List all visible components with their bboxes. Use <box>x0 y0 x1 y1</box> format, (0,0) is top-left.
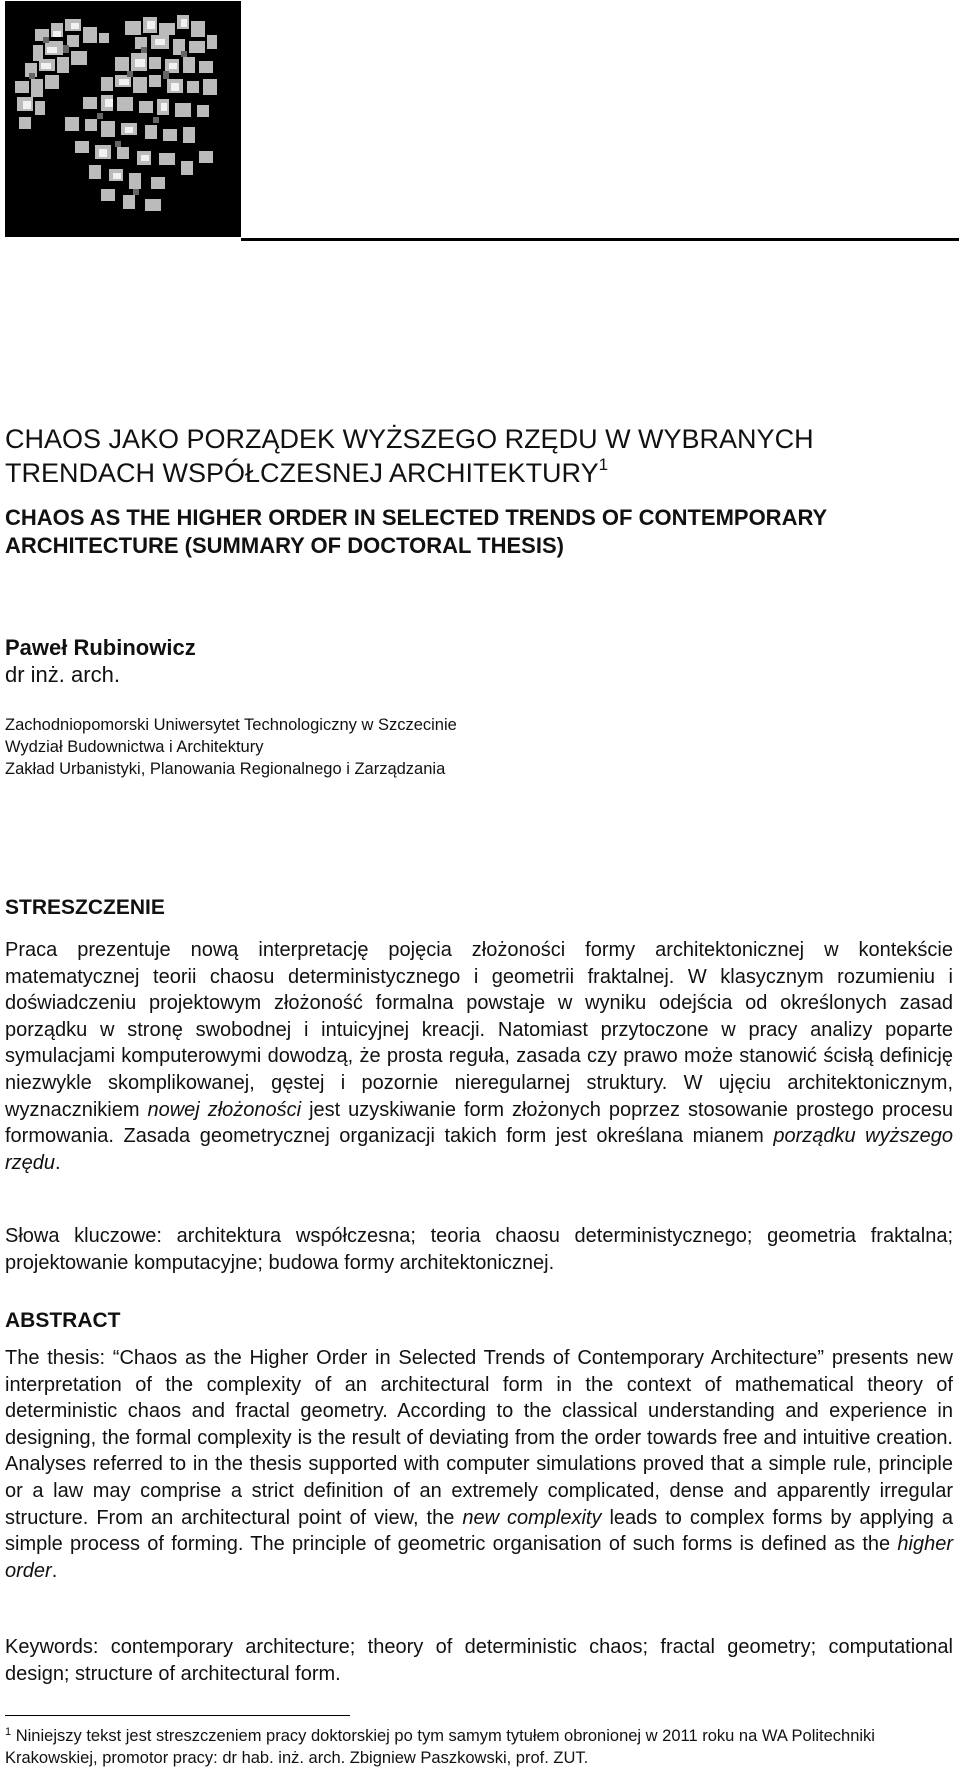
footnote-mark: 1 <box>5 1726 12 1738</box>
abstract-text-1: The thesis: “Chaos as the Higher Order in Selected Trends of Contemporary Architecture” presents new interpretation of the complexity of an architectural form in the context of mathematical theory of deterministic chaos and fractal geometry. According to the classical understanding and experience in designing, the formal complexity is the result of deviating from the order towards free and intuitive creation. Analyses referred to in the thesis supported with computer simulations proved that a simple rule, principle or a law may comprise a strict definition of an extremely complicated, dense and apparently irregular structure. From an architectural point of view, the <box>5 1347 953 1529</box>
streszczenie-emphasis-1: nowej złożoności <box>147 1098 302 1121</box>
affiliation-department: Zakład Urbanistyki, Planowania Regionalnego i Zarządzania <box>5 760 446 778</box>
title-footnote-mark: 1 <box>598 455 609 474</box>
abstract-emphasis-1: new complexity <box>462 1506 602 1529</box>
author-degree: dr inż. arch. <box>5 662 120 687</box>
abstract-text-2: leads to complex forms by applying a simple process of forming. The principle of geometric organisation of such forms is defined as the <box>5 1506 954 1556</box>
abstract-heading: ABSTRACT <box>5 1309 121 1332</box>
abstract-emphasis-2: higher order <box>5 1533 953 1582</box>
affiliation-faculty: Wydział Budownictwa i Architektury <box>5 738 264 756</box>
footnote <box>5 1725 953 1769</box>
fractal-logo-image <box>5 1 241 237</box>
footnote-text: Niniejszy tekst jest streszczeniem pracy doktorskiej po tym samym tytułem obronionej w 2011 roku na WA Politechniki Krakowskiej, promotor pracy: dr hab. inż. arch. Zbigniew Paszkowski, prof. ZUT. <box>5 1727 875 1767</box>
streszczenie-text-end: . <box>55 1151 61 1174</box>
affiliation-university: Zachodniopomorski Uniwersytet Technologiczny w Szczecinie <box>5 716 457 734</box>
streszczenie-heading: STRESZCZENIE <box>5 896 165 919</box>
fractal-logo-graphic <box>5 1 241 237</box>
streszczenie-emphasis-2: porządku wyższego rzędu <box>5 1125 953 1174</box>
streszczenie-text-2: jest uzyskiwanie form złożonych poprzez stosowanie prostego procesu formowania. Zasada geometrycznej organizacji takich form jest określana mianem <box>5 1098 953 1148</box>
streszczenie-text-1: Praca prezentuje nową interpretację pojęcia złożoności formy architektonicznej w kontekście matematycznej teorii chaosu deterministycznego i geometrii fraktalnej. W klasycznym rozumieniu i doświadczeniu projektowym złożoność formalna powstaje w wyniku odejścia od określonych zasad porządku w stronę swobodnej i intuicyjnej kreacji. Natomiast przytoczone w pracy analizy poparte symulacjami komputerowymi dowodzą, że prosta reguła, zasada czy prawo może stanowić ścisłą definicję niezwykle skomplikowanej, gęstej i pozornie nieregularnej struktury. W ujęciu architektonicznym, wyznacznikiem <box>5 939 953 1121</box>
streszczenie-keywords: Słowa kluczowe: architektura współczesna; teoria chaosu deterministycznego; geometria fraktalna; projektowanie komputacyjne; budowa formy architektonicznej. <box>5 1225 953 1274</box>
header-rule <box>241 238 959 241</box>
abstract-text-end: . <box>51 1559 58 1582</box>
streszczenie-paragraph <box>5 937 953 1176</box>
title-polish-text: CHAOS JAKO PORZĄDEK WYŻSZEGO RZĘDU W WYBRANYCH TRENDACH WSPÓŁCZESNEJ ARCHITEKTURY <box>5 424 814 488</box>
footnote-rule <box>5 1715 350 1716</box>
author-name: Paweł Rubinowicz <box>5 635 196 660</box>
abstract-paragraph <box>5 1345 953 1584</box>
abstract-keywords: Keywords: contemporary architecture; theory of deterministic chaos; fractal geometry; computational design; structure of architectural form. <box>5 1636 953 1685</box>
title-english: CHAOS AS THE HIGHER ORDER IN SELECTED TRENDS OF CONTEMPORARY ARCHITECTURE (SUMMARY OF DOCTORAL THESIS) <box>5 505 827 558</box>
affiliation <box>5 714 457 780</box>
title-polish <box>5 422 953 490</box>
